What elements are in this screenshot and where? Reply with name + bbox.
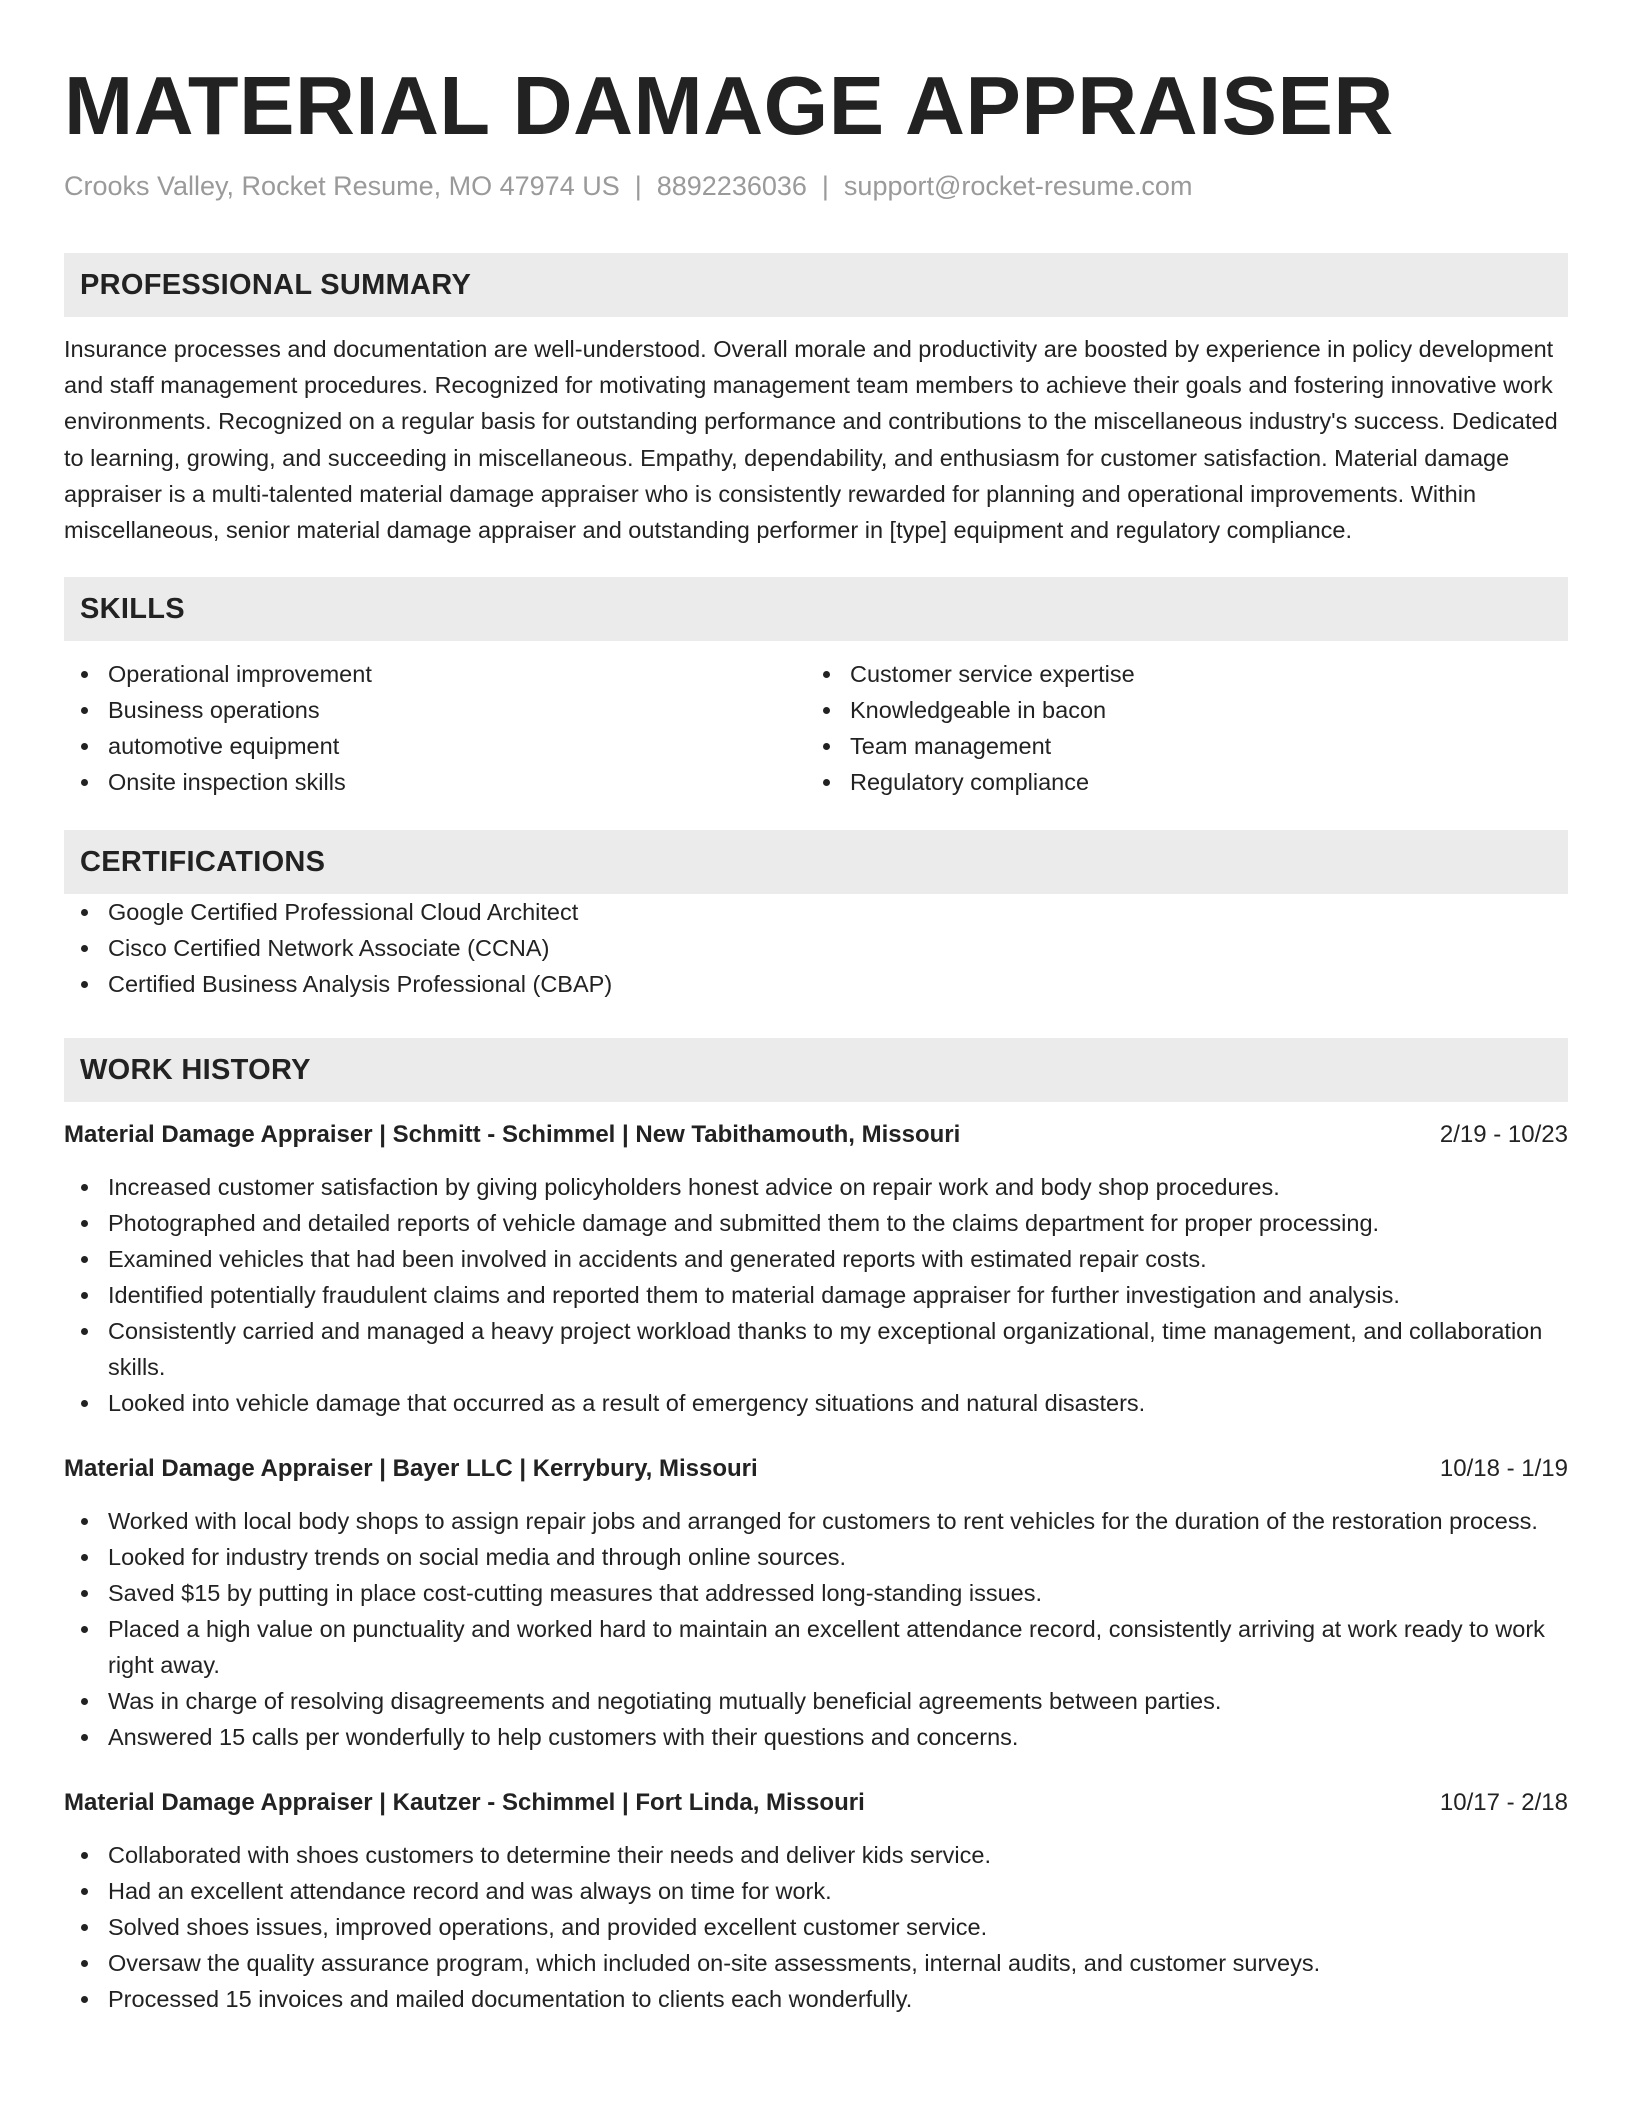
job-duty-item: Looked for industry trends on social media and through online sources. <box>64 1539 1568 1575</box>
contact-address: Crooks Valley, Rocket Resume, MO 47974 US <box>64 171 620 201</box>
resume-name: MATERIAL DAMAGE APPRAISER <box>64 59 1394 152</box>
skills-column-right <box>806 656 1548 800</box>
job-duty-item: Placed a high value on punctuality and worked hard to maintain an excellent attendance record, consistently arriving at work ready to work right away. <box>64 1611 1568 1683</box>
skill-item: Onsite inspection skills <box>64 764 806 800</box>
job-dates: 10/17 - 2/18 <box>1439 1789 1568 1817</box>
skill-item: automotive equipment <box>64 728 806 764</box>
job-duty-item: Examined vehicles that had been involved in accidents and generated reports with estimated repair costs. <box>64 1241 1568 1277</box>
skill-item: Operational improvement <box>64 656 806 692</box>
section-heading-work-history: WORK HISTORY <box>64 1038 1568 1102</box>
job-duty-item: Worked with local body shops to assign repair jobs and arranged for customers to rent vehicles for the duration of the restoration process. <box>64 1503 1568 1539</box>
job-duty-item: Increased customer satisfaction by giving policyholders honest advice on repair work and body shop procedures. <box>64 1169 1568 1205</box>
contact-separator: | <box>634 171 642 201</box>
job-dates: 2/19 - 10/23 <box>1439 1121 1568 1149</box>
certification-item: Certified Business Analysis Professional (CBAP) <box>64 966 1568 1002</box>
job-duty-item: Answered 15 calls per wonderfully to help customers with their questions and concerns. <box>64 1719 1568 1755</box>
skill-item: Regulatory compliance <box>806 764 1548 800</box>
job-duties-list <box>64 1837 1568 2017</box>
job-duties-list <box>64 1503 1568 1755</box>
contact-email: support@rocket-resume.com <box>843 171 1193 201</box>
section-heading-summary: PROFESSIONAL SUMMARY <box>64 253 1568 317</box>
job-title: Material Damage Appraiser | Schmitt - Schimmel | New Tabithamouth, Missouri <box>64 1121 961 1149</box>
job-duty-item: Photographed and detailed reports of vehicle damage and submitted them to the claims department for proper processing. <box>64 1205 1568 1241</box>
skill-item: Business operations <box>64 692 806 728</box>
job-entry <box>64 1785 1568 2017</box>
job-duty-item: Was in charge of resolving disagreements and negotiating mutually beneficial agreements between parties. <box>64 1683 1568 1719</box>
job-duty-item: Solved shoes issues, improved operations, and provided excellent customer service. <box>64 1909 1568 1945</box>
job-duty-item: Processed 15 invoices and mailed documentation to clients each wonderfully. <box>64 1981 1568 2017</box>
job-title: Material Damage Appraiser | Kautzer - Schimmel | Fort Linda, Missouri <box>64 1789 865 1817</box>
job-duty-item: Saved $15 by putting in place cost-cutting measures that addressed long-standing issues. <box>64 1575 1568 1611</box>
skill-item: Team management <box>806 728 1548 764</box>
section-heading-certifications: CERTIFICATIONS <box>64 830 1568 894</box>
job-entry <box>64 1117 1568 1421</box>
job-title: Material Damage Appraiser | Bayer LLC | Kerrybury, Missouri <box>64 1455 758 1483</box>
contact-separator: | <box>821 171 829 201</box>
resume-page <box>64 0 1568 2017</box>
job-header <box>64 1451 1568 1487</box>
section-heading-skills: SKILLS <box>64 577 1568 641</box>
job-header <box>64 1785 1568 1821</box>
job-entry <box>64 1451 1568 1755</box>
certification-item: Google Certified Professional Cloud Architect <box>64 894 1568 930</box>
contact-line <box>64 168 1568 204</box>
certifications-list <box>64 894 1568 1002</box>
job-header <box>64 1117 1568 1153</box>
skill-item: Customer service expertise <box>806 656 1548 692</box>
job-duty-item: Consistently carried and managed a heavy project workload thanks to my exceptional organizational, time management, and collaboration skills. <box>64 1313 1568 1385</box>
job-duty-item: Identified potentially fraudulent claims and reported them to material damage appraiser for further investigation and analysis. <box>64 1277 1568 1313</box>
job-duties-list <box>64 1169 1568 1421</box>
skills-list <box>64 656 1568 800</box>
job-duty-item: Looked into vehicle damage that occurred as a result of emergency situations and natural disasters. <box>64 1385 1568 1421</box>
contact-phone: 8892236036 <box>656 171 807 201</box>
skill-item: Knowledgeable in bacon <box>806 692 1548 728</box>
job-duty-item: Had an excellent attendance record and was always on time for work. <box>64 1873 1568 1909</box>
summary-text: Insurance processes and documentation are well-understood. Overall morale and productivity are boosted by experience in policy development and staff management procedures. Recognized for motivating management team members to achieve their goals and fostering innovative work environments. Recognized on a regular basis for outstanding performance and contributions to the miscellaneous industry's success. Dedicated to learning, growing, and succeeding in miscellaneous. Empathy, dependability, and enthusiasm for customer satisfaction. Material damage appraiser is a multi-talented material damage appraiser who is consistently rewarded for planning and operational improvements. Within miscellaneous, senior material damage appraiser and outstanding performer in [type] equipment and regulatory compliance. <box>64 336 1558 544</box>
job-duty-item: Oversaw the quality assurance program, which included on-site assessments, internal audits, and customer surveys. <box>64 1945 1568 1981</box>
job-dates: 10/18 - 1/19 <box>1439 1455 1568 1483</box>
skills-column-left <box>64 656 806 800</box>
certification-item: Cisco Certified Network Associate (CCNA) <box>64 930 1568 966</box>
job-duty-item: Collaborated with shoes customers to determine their needs and deliver kids service. <box>64 1837 1568 1873</box>
